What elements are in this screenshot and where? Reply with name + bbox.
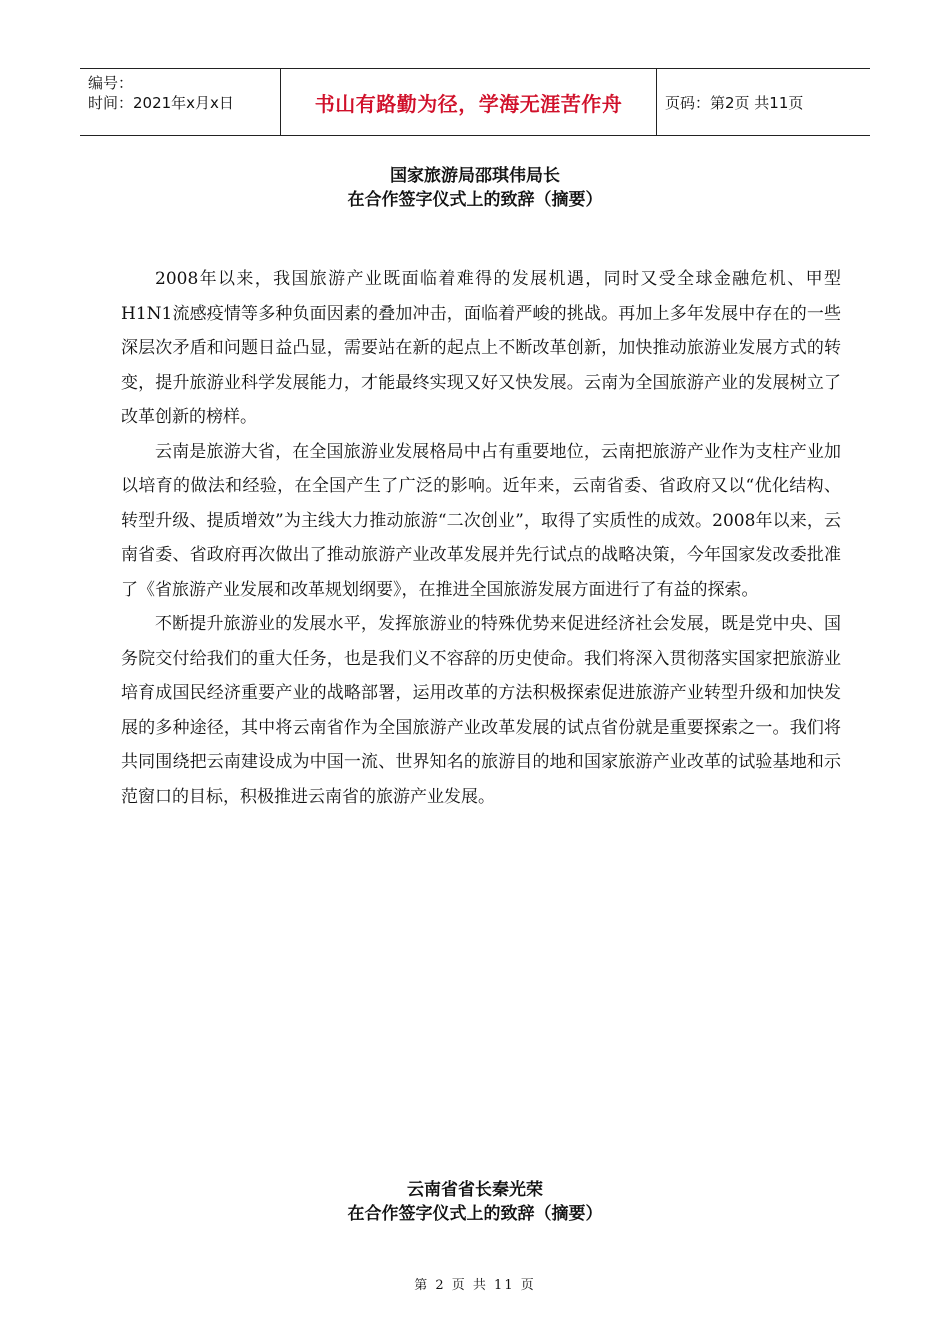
date-label: 时间：2021年x月x日 [88, 94, 234, 112]
paragraph: 不断提升旅游业的发展水平，发挥旅游业的特殊优势来促进经济社会发展，既是党中央、国务院交付给我们的重大任务，也是我们义不容辞的历史使命。我们将深入贯彻落实国家把旅游业培育成国民经济重要产业的战略部署，运用改革的方法积极探索促进旅游产业转型升级和加快发展的多种途径，其中将云南省作为全国旅游产业改革发展的试点省份就是重要探索之一。我们将共同围绕把云南建设成为中国一流、世界知名的旅游目的地和国家旅游产业改革的试验基地和示范窗口的目标，积极推进云南省的旅游产业发展。 [121, 614, 841, 807]
section2-title-line1: 云南省省长秦光荣 [407, 1180, 543, 1200]
section1-title-line1: 国家旅游局邵琪伟局长 [390, 166, 560, 186]
paragraph: 云南是旅游大省，在全国旅游业发展格局中占有重要地位，云南把旅游产业作为支柱产业加以培育的做法和经验，在全国产生了广泛的影响。近年来，云南省委、省政府又以“优化结构、转型升级、提质增效”为主线大力推动旅游“二次创业”，取得了实质性的成效。2008年以来，云南省委、省政府再次做出了推动旅游产业改革发展并先行试点的战略决策，今年国家发改委批准了《省旅游产业发展和改革规划纲要》，在推进全国旅游发展方面进行了有益的探索。 [121, 441, 841, 600]
header-meta [80, 69, 280, 135]
paragraph: 2008年以来，我国旅游产业既面临着难得的发展机遇，同时又受全球金融危机、甲型H1N1流感疫情等多种负面因素的叠加冲击，面临着严峻的挑战。再加上多年发展中存在的一些深层次矛盾和问题日益凸显，需要站在新的起点上不断改革创新，加快推动旅游业发展方式的转变，提升旅游业科学发展能力，才能最终实现又好又快发展。云南为全国旅游产业的发展树立了改革创新的榜样。 [121, 269, 841, 427]
section2-title-line2: 在合作签字仪式上的致辞（摘要） [347, 1204, 603, 1224]
section2-title [0, 1178, 950, 1226]
section1-title-line2: 在合作签字仪式上的致辞（摘要） [347, 190, 603, 210]
number-label: 编号： [88, 74, 134, 92]
section1-body [121, 262, 841, 814]
page-header [80, 68, 870, 136]
page-footer: 第 2 页 共 11 页 [414, 1278, 536, 1293]
header-motto: 书山有路勤为径，学海无涯苦作舟 [280, 69, 657, 135]
header-page-info: 页码：第2页 共11页 [665, 93, 804, 112]
section1-title [0, 164, 950, 212]
